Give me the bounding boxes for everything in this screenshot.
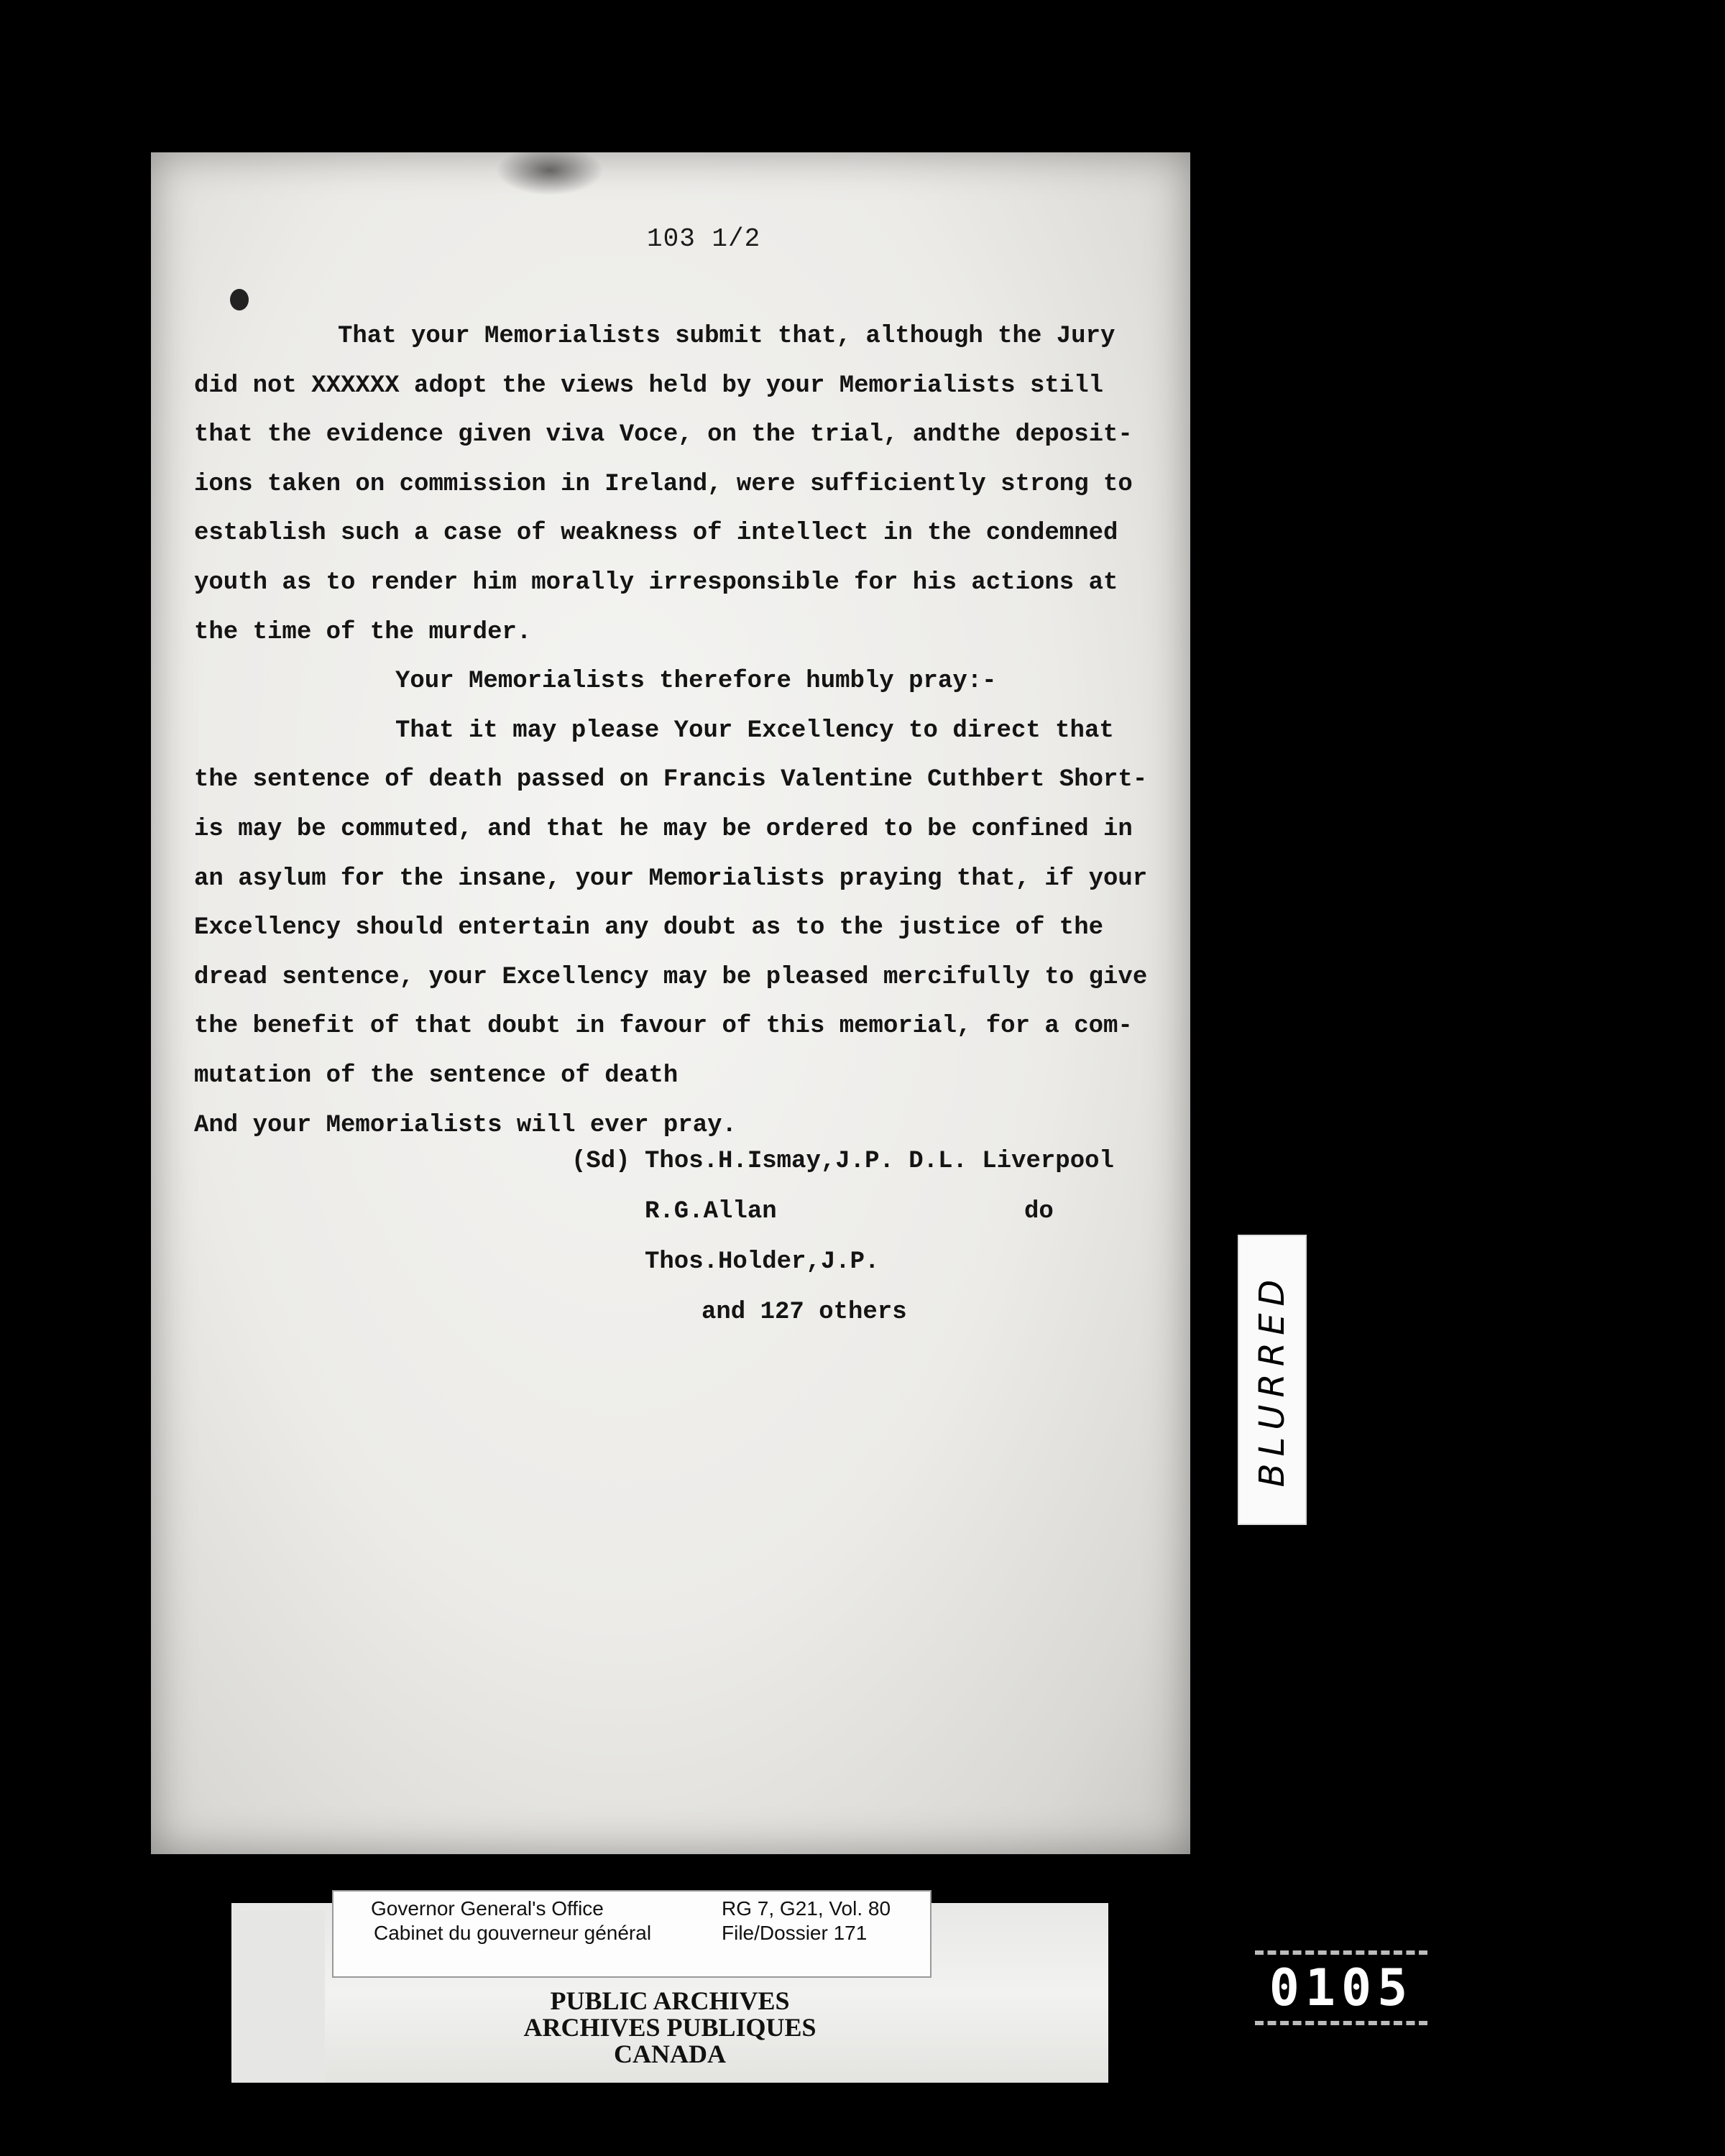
body-line: youth as to render him morally irresponsible for his actions at (194, 568, 1118, 596)
body-line: Excellency should entertain any doubt as to the justice of the (194, 914, 1104, 942)
body-line: is may be commuted, and that he may be ordered to be confined in (194, 815, 1133, 843)
signature-name-allan: R.G.Allan (645, 1198, 777, 1225)
body-line: ions taken on commission in Ireland, were sufficiently strong to (194, 470, 1133, 498)
body-line: an asylum for the insane, your Memorialists praying that, if your (194, 865, 1148, 893)
archive-label-strip (231, 1897, 1108, 2083)
document-page (151, 152, 1190, 1854)
blurred-side-label (1238, 1235, 1307, 1525)
ink-smudge (496, 152, 604, 195)
page-number: 103 1/2 (647, 224, 761, 254)
signature-line-ismay: (Sd) Thos.H.Ismay,J.P. D.L. Liverpool (571, 1148, 1114, 1175)
body-line: the benefit of that doubt in favour of this memorial, for a com- (194, 1013, 1133, 1041)
archive-title-english: PUBLIC ARCHIVES (550, 1986, 790, 2015)
body-line: And your Memorialists will ever pray. (194, 1111, 737, 1139)
body-line: the time of the murder. (194, 618, 532, 646)
archive-reference-card (332, 1890, 932, 1978)
archive-title-french: ARCHIVES PUBLIQUES (523, 2013, 816, 2042)
signature-others: and 127 others (702, 1299, 907, 1326)
body-line: Your Memorialists therefore humbly pray:- (395, 668, 997, 696)
body-line: did not XXXXXX adopt the views held by your Memorialists still (194, 372, 1104, 400)
blurred-label-text: BLURRED (1252, 1272, 1292, 1488)
archive-file-number: File/Dossier 171 (722, 1922, 868, 1944)
body-line: That it may please Your Excellency to direct that (395, 717, 1114, 745)
office-english: Governor General's Office (371, 1897, 604, 1920)
body-line: the sentence of death passed on Francis Valentine Cuthbert Short- (194, 766, 1148, 794)
body-line: dread sentence, your Excellency may be pleased mercifully to give (194, 963, 1148, 991)
body-line: mutation of the sentence of death (194, 1061, 678, 1089)
body-line: that the evidence given viva Voce, on the trial, andthe deposit- (194, 421, 1133, 449)
microfilm-frame-number: 0105 (1255, 1950, 1427, 2025)
punch-hole-mark (230, 289, 249, 310)
memorial-body (194, 312, 1157, 1150)
body-line: That your Memorialists submit that, although the Jury (338, 323, 1116, 350)
body-line: establish such a case of weakness of intellect in the condemned (194, 520, 1118, 548)
signature-line-holder: Thos.Holder,J.P. (645, 1248, 880, 1276)
office-french: Cabinet du gouverneur général (374, 1922, 652, 1944)
archive-title (231, 1988, 1108, 2068)
archive-reference: RG 7, G21, Vol. 80 (722, 1897, 891, 1920)
signature-ditto: do (1024, 1198, 1054, 1225)
archive-title-country: CANADA (614, 2040, 726, 2068)
